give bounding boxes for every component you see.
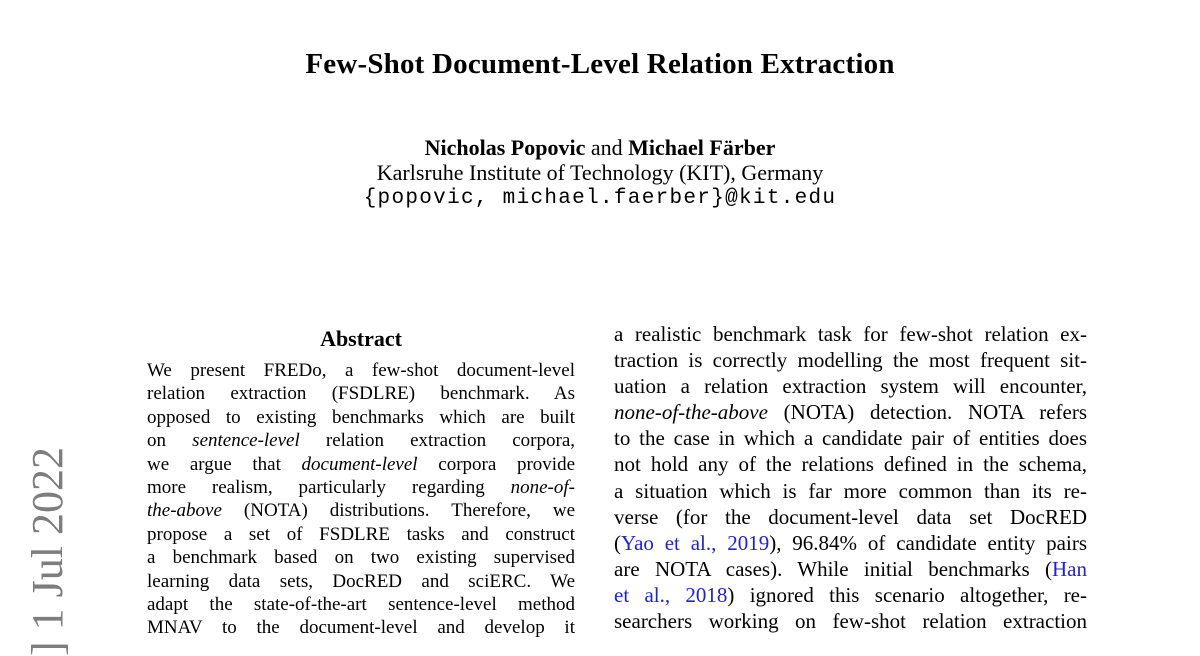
text-segment: MNAV to the document-level and develop it [147, 617, 575, 639]
text-segment: We present FREDo, a few-shot document-level [147, 360, 575, 381]
text-line [147, 546, 575, 569]
citation-link[interactable]: et al., 2018 [614, 582, 728, 607]
author-line [0, 135, 1200, 161]
text-segment: we argue that [147, 453, 302, 475]
text-line [614, 582, 1087, 608]
text-line [614, 451, 1087, 477]
text-segment: traction is correctly modelling the most frequent sit- [614, 348, 1087, 373]
text-segment: relation extraction corpora, [299, 430, 576, 452]
text-segment: uation a relation extraction system will encounter, [614, 374, 1087, 399]
text-segment: Nicholas Popovic [424, 135, 586, 160]
text-segment: opposed to existing benchmarks which are built [147, 406, 575, 428]
text-line [614, 321, 1087, 347]
text-line [147, 382, 575, 405]
text-segment: more realism, particularly regarding [147, 476, 511, 498]
paper-title: Few-Shot Document-Level Relation Extraction [305, 48, 895, 80]
text-segment: a benchmark based on two existing supervised [147, 547, 575, 569]
text-segment: are NOTA cases). While initial benchmarks ( [614, 556, 1052, 581]
text-segment: document-level [301, 453, 418, 475]
text-segment: adapt the state-of-the-art sentence-level method [147, 593, 575, 615]
text-segment: none-of- [510, 476, 575, 498]
text-line [614, 347, 1087, 373]
text-line [614, 530, 1087, 556]
text-line [147, 359, 575, 382]
text-segment: Michael Färber [628, 135, 776, 160]
text-segment: ), 96.84% of candidate entity pairs [769, 530, 1087, 555]
citation-link[interactable]: Han [1052, 556, 1087, 581]
arxiv-stamp: ] 1 Jul 2022 [23, 447, 72, 656]
text-line [614, 504, 1087, 530]
text-line [147, 593, 575, 616]
affiliation: Karlsruhe Institute of Technology (KIT), Germany [376, 160, 824, 185]
text-line [614, 373, 1087, 399]
abstract-heading: Abstract [320, 326, 402, 351]
text-segment: (NOTA) distributions. Therefore, we [221, 500, 575, 522]
text-segment: a realistic benchmark task for few-shot relation ex- [614, 322, 1087, 346]
text-segment: not hold any of the relations defined in the schema, [614, 452, 1087, 477]
text-segment: relation extraction (FSDLRE) benchmark. As [147, 383, 575, 405]
text-line [147, 570, 575, 593]
text-line [614, 608, 1087, 634]
text-segment: learning data sets, DocRED and sciERC. We [147, 570, 575, 592]
text-segment: ( [614, 530, 621, 555]
text-line [614, 399, 1087, 425]
text-segment: (NOTA) detection. NOTA refers [767, 400, 1087, 425]
text-segment: the-above [147, 500, 222, 522]
text-segment: and [585, 135, 629, 160]
text-segment: verse (for the document-level data set DocRED [614, 504, 1087, 529]
text-segment: on [147, 430, 193, 452]
text-segment: propose a set of FSDLRE tasks and construct [147, 523, 575, 545]
text-line [614, 425, 1087, 451]
text-segment: corpora provide [417, 453, 576, 475]
text-line [147, 453, 575, 476]
text-line [614, 556, 1087, 582]
text-segment: searchers working on few-shot relation extraction [614, 609, 1087, 634]
text-line [147, 499, 575, 522]
text-line [614, 478, 1087, 504]
abstract-text [147, 359, 575, 640]
citation-link[interactable]: Yao et al., 2019 [621, 530, 770, 555]
text-line [147, 523, 575, 546]
text-segment: sentence-level [192, 430, 300, 452]
text-segment: none-of-the-above [614, 400, 768, 425]
email-address: {popovic, michael.faerber}@kit.edu [363, 187, 837, 210]
intro-column-text [614, 321, 1087, 634]
text-line [147, 429, 575, 452]
text-segment: a situation which is far more common than its re- [614, 478, 1087, 503]
text-line [147, 406, 575, 429]
text-line [147, 476, 575, 499]
text-line [147, 616, 575, 639]
text-segment: to the case in which a candidate pair of entities does [614, 426, 1087, 451]
text-segment: ) ignored this scenario altogether, re- [727, 582, 1088, 607]
